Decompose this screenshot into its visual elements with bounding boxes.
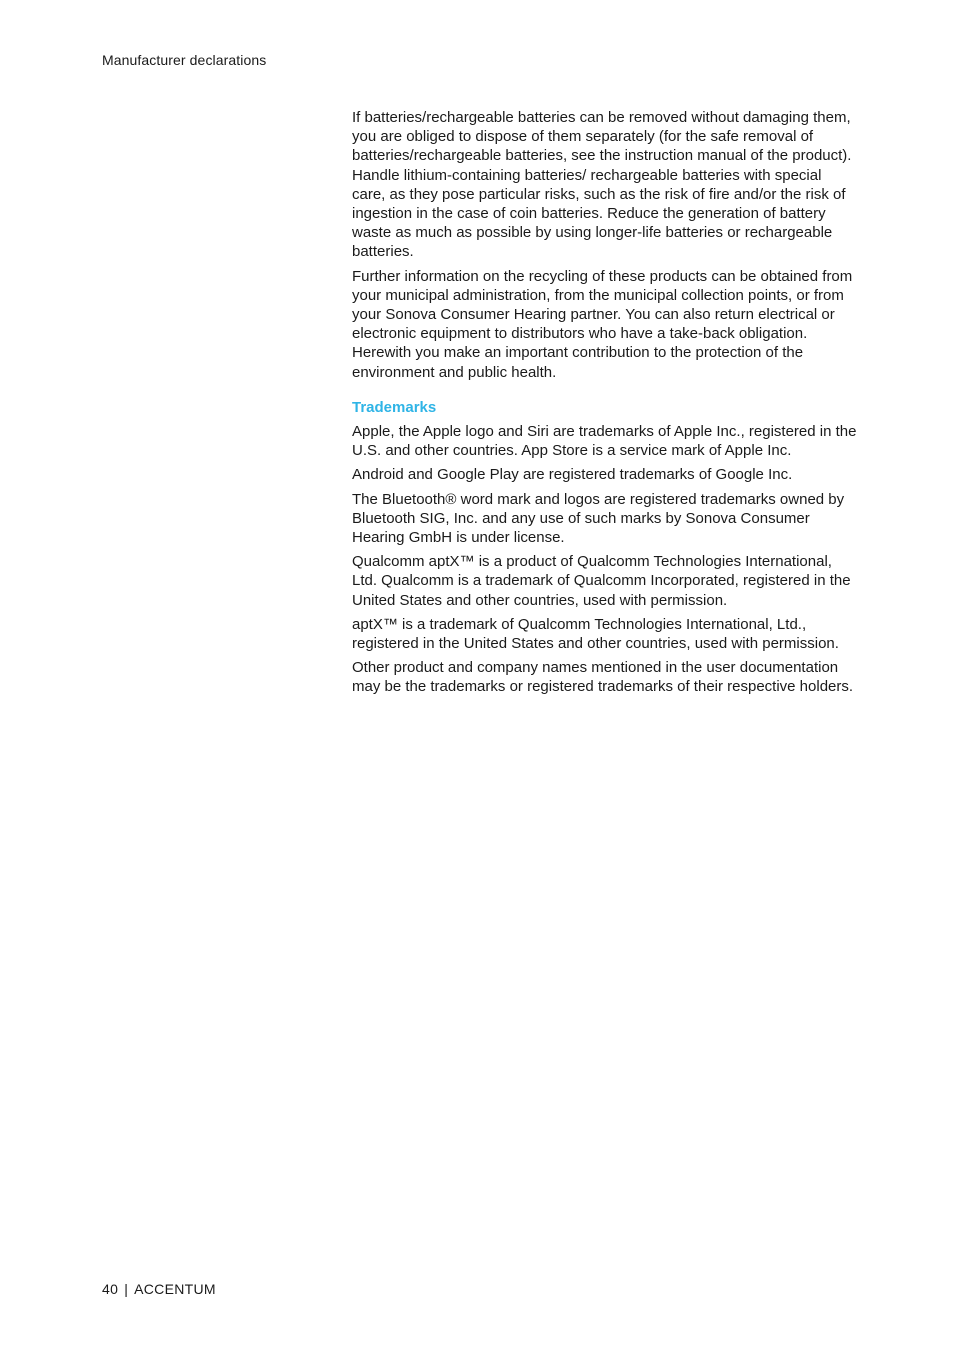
battery-disposal-paragraph: If batteries/rechargeable batteries can be removed without damaging them, you are obliged to dispose of them separately (for the safe removal of batteries/rechargeable batteries, see the instruction manual of the product). Handle lithium-containing batteries/ rechargeable batteries with special care, as they pose particular risks, such as the risk of fire and/or the risk of ingestion in the case of coin batteries. Reduce the generation of battery waste as much as possible by using longer-life batteries or rechargeable batteries. xyxy=(352,109,852,261)
trademark-aptx-paragraph: aptX™ is a trademark of Qualcomm Technologies International, Ltd., registered in the United States and other countries, used with permission. xyxy=(352,615,839,653)
page-footer xyxy=(102,1281,216,1297)
trademark-google-paragraph: Android and Google Play are registered trademarks of Google Inc. xyxy=(352,466,793,484)
product-name: ACCENTUM xyxy=(134,1281,216,1297)
main-content xyxy=(352,108,857,702)
trademark-bluetooth-paragraph: The Bluetooth® word mark and logos are registered trademarks owned by Bluetooth SIG, Inc. and any use of such marks by Sonova Consumer Hearing GmbH is under license. xyxy=(352,490,845,547)
page-section-title: Manufacturer declarations xyxy=(102,52,267,68)
page-number: 40 xyxy=(102,1281,119,1297)
trademarks-heading: Trademarks xyxy=(352,398,437,416)
trademark-other-paragraph: Other product and company names mentioned in the user documentation may be the trademarks or registered trademarks of their respective holders. xyxy=(352,659,854,696)
trademark-qualcomm-paragraph: Qualcomm aptX™ is a product of Qualcomm Technologies International, Ltd. Qualcomm is a trademark of Qualcomm Incorporated, registered in the United States and other countries, used with permission. xyxy=(352,553,851,609)
trademark-apple-paragraph: Apple, the Apple logo and Siri are trademarks of Apple Inc., registered in the U.S. and other countries. App Store is a service mark of Apple Inc. xyxy=(352,423,857,460)
recycling-info-paragraph: Further information on the recycling of these products can be obtained from your municipal administration, from the municipal collection points, or from your Sonova Consumer Hearing partner. You can also return electrical or electronic equipment to distributors who have a take-back obligation. Herewith you make an important contribution to the protection of the environment and public health. xyxy=(352,267,853,381)
footer-separator: | xyxy=(124,1281,129,1297)
